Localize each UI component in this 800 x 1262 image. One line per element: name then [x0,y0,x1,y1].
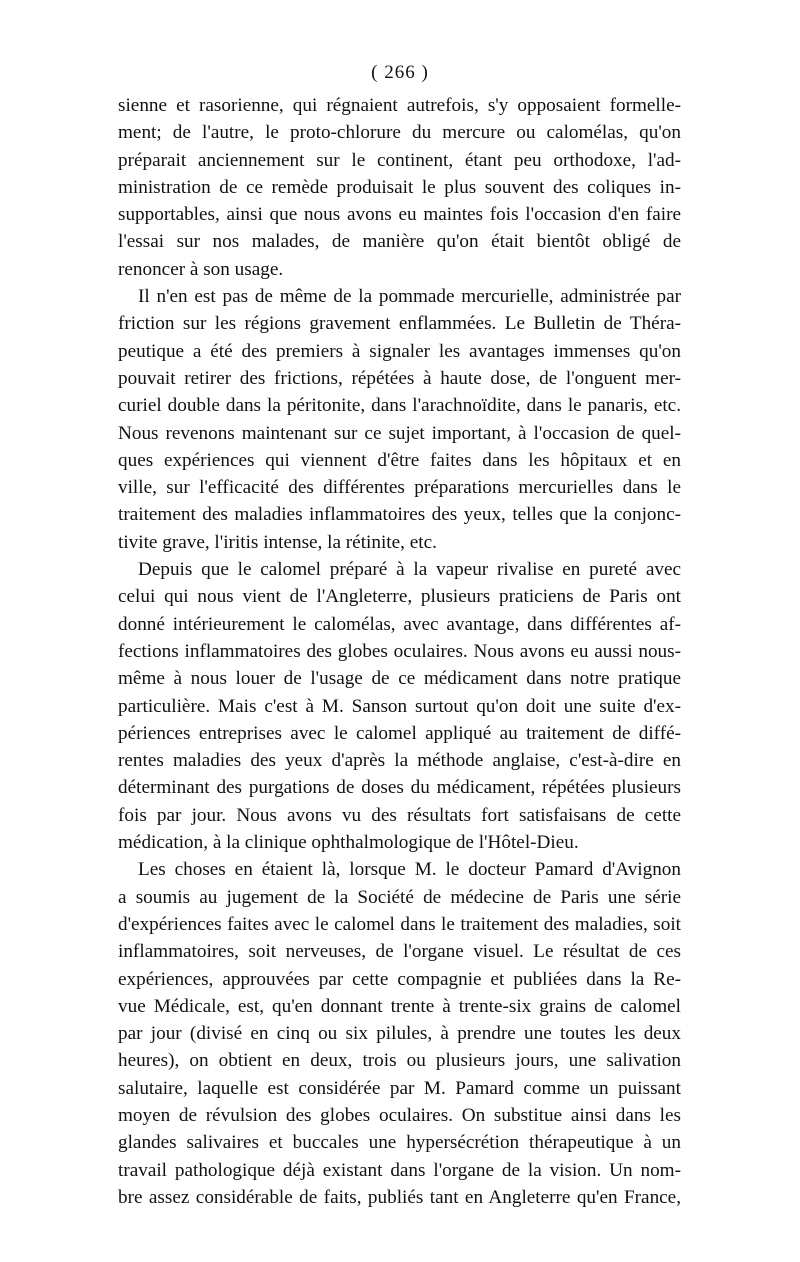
text-line: salutaire, laquelle est considérée par M. Pamard comme un puissant [118,1077,681,1099]
text-line: inflammatoires, soit nerveuses, de l'organe visuel. Le résultat de ces [118,941,681,963]
text-line: l'essai sur nos malades, de manière qu'on était bientôt obligé de [118,231,681,253]
text-line: traitement des maladies inflammatoires des yeux, telles que la conjonc- [118,504,681,526]
text-line: ville, sur l'efficacité des différentes préparations mercurielles dans le [118,477,681,499]
paragraph-4 [118,856,681,1211]
text-line: glandes salivaires et buccales une hypersécrétion thérapeutique à un [118,1132,681,1154]
text-line: pouvait retirer des frictions, répétées à haute dose, de l'onguent mer- [118,367,681,389]
paragraph-1 [118,92,681,283]
text-line: sienne et rasorienne, qui régnaient autrefois, s'y opposaient formelle- [118,95,681,116]
text-line: Les choses en étaient là, lorsque M. le docteur Pamard d'Avignon [138,859,681,881]
text-line: peutique a été des premiers à signaler les avantages immenses qu'on [118,340,681,362]
text-line: a soumis au jugement de la Société de médecine de Paris une série [118,886,681,908]
text-line: déterminant des purgations de doses du médicament, répétées plusieurs [118,777,681,799]
text-line: supportables, ainsi que nous avons eu maintes fois l'occasion d'en faire [118,204,681,226]
text-line: rentes maladies des yeux d'après la méthode anglaise, c'est-à-dire en [118,750,681,772]
text-line: fections inflammatoires des globes oculaires. Nous avons eu aussi nous- [118,640,681,662]
page-number: ( 266 ) [371,62,429,83]
text-line: préparait anciennement sur le continent, étant peu orthodoxe, l'ad- [118,149,681,171]
text-line: fois par jour. Nous avons vu des résultats fort satisfaisans de cette [118,804,681,826]
paragraph-2 [118,283,681,556]
text-line: périences entreprises avec le calomel appliqué au traitement de diffé- [118,722,681,744]
text-line: ministration de ce remède produisait le plus souvent des coliques in- [118,176,681,198]
text-line: curiel double dans la péritonite, dans l'arachnoïdite, dans le panaris, etc. [118,395,681,417]
text-line: Depuis que le calomel préparé à la vapeur rivalise en pureté avec [138,559,681,581]
paragraph-3 [118,556,681,856]
text-line: donné intérieurement le calomélas, avec avantage, dans différentes af- [118,613,681,635]
text-line: celui qui nous vient de l'Angleterre, plusieurs praticiens de Paris ont [118,586,681,608]
text-line: bre assez considérable de faits, publiés tant en Angleterre qu'en France, [118,1186,681,1208]
text-line: par jour (divisé en cinq ou six pilules, à prendre une toutes les deux [118,1023,681,1045]
text-line: même à nous louer de l'usage de ce médicament dans notre pratique [118,668,681,690]
text-line: moyen de révulsion des globes oculaires. On substitue ainsi dans les [118,1104,681,1126]
text-line: ques expériences qui viennent d'être faites dans les hôpitaux et en [118,449,681,471]
text-line: tivite grave, l'iritis intense, la rétinite, etc. [118,531,437,553]
text-line: travail pathologique déjà existant dans l'organe de la vision. Un nom- [118,1159,681,1181]
text-line: d'expériences faites avec le calomel dans le traitement des maladies, soit [118,913,681,935]
text-line: friction sur les régions gravement enflammées. Le Bulletin de Théra- [118,313,681,335]
text-line: Il n'en est pas de même de la pommade mercurielle, administrée par [138,286,681,308]
text-line: heures), on obtient en deux, trois ou plusieurs jours, une salivation [118,1050,681,1072]
text-line: Nous revenons maintenant sur ce sujet important, à l'occasion de quel- [118,422,681,444]
text-line: médication, à la clinique ophthalmologique de l'Hôtel-Dieu. [118,832,579,854]
text-line: particulière. Mais c'est à M. Sanson surtout qu'on doit une suite d'ex- [118,695,681,717]
text-line: renoncer à son usage. [118,258,284,280]
text-line: ment; de l'autre, le proto-chlorure du mercure ou calomélas, qu'on [118,122,681,144]
body-text [118,92,681,1211]
text-line: vue Médicale, est, qu'en donnant trente à trente-six grains de calomel [118,995,681,1017]
text-line: expériences, approuvées par cette compagnie et publiées dans la Re- [118,968,681,990]
